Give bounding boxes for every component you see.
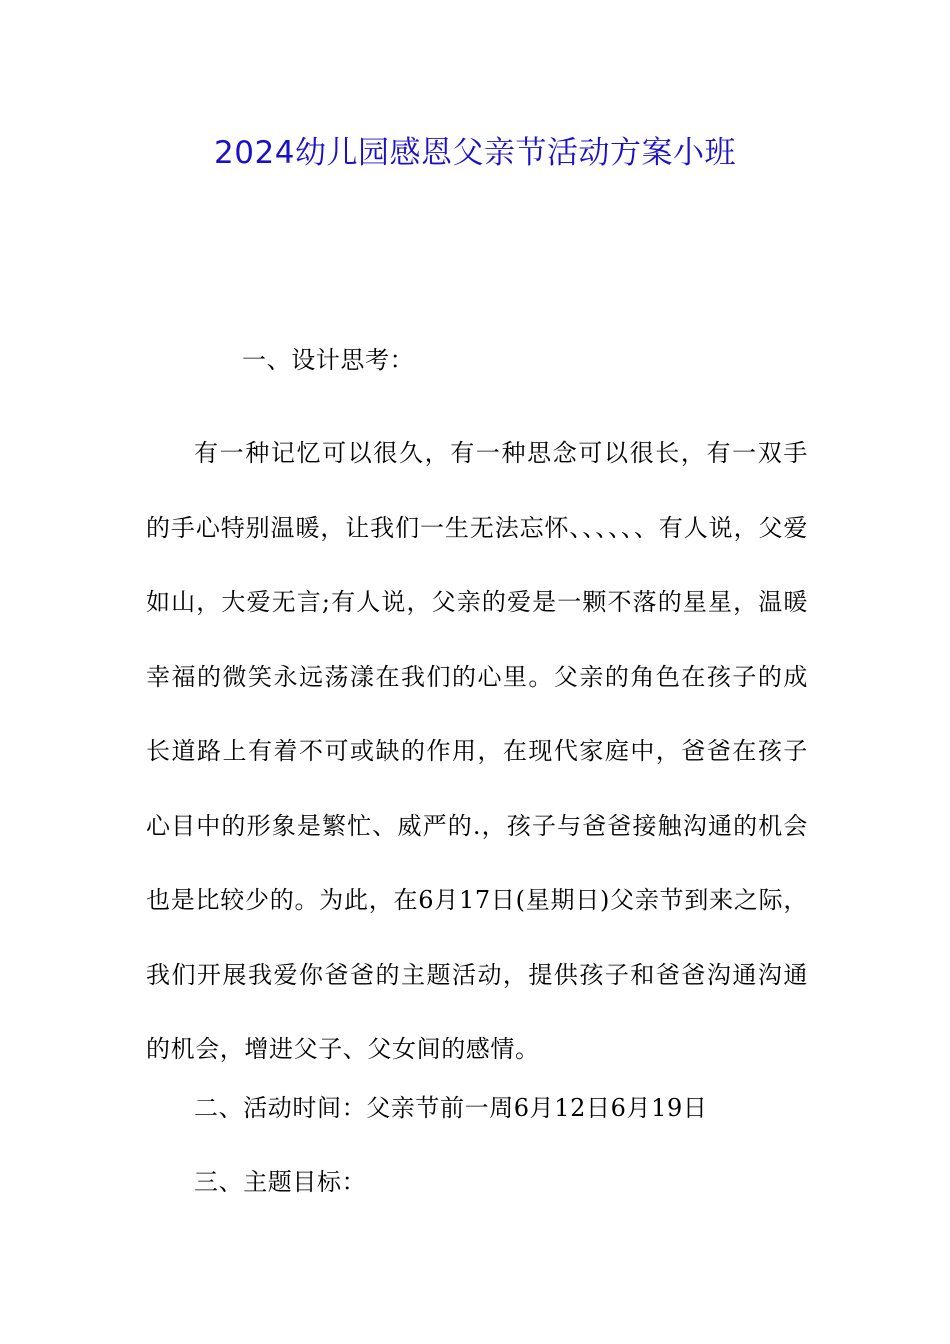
section-paragraph-design-thinking: 有一种记忆可以很久，有一种思念可以很长，有一双手的手心特别温暖，让我们一生无法忘怀、、、、、、有人说，父爱如山，大爱无言;有人说，父亲的爱是一颗不落的星星，温暖幸福的微笑永远荡漾在我们的心里。父亲的角色在孩子的成长道路上有着不可或缺的作用，在现代家庭中，爸爸在孩子心目中的形象是繁忙、威严的.，孩子与爸爸接触沟通的机会也是比较少的。为此，在6月17日(星期日)父亲节到来之际，我们开展我爱你爸爸的主题活动，提供孩子和爸爸沟通沟通的机会，增进父子、父女间的感情。 xyxy=(146,439,808,1063)
section-heading-design-thinking: 一、设计思考： xyxy=(242,346,415,374)
document-title: 2024幼儿园感恩父亲节活动方案小班 xyxy=(214,135,736,171)
section-heading-activity-time: 二、活动时间：父亲节前一周6月12日6月19日 xyxy=(194,1094,708,1122)
section-heading-theme-goals: 三、主题目标： xyxy=(194,1168,367,1196)
